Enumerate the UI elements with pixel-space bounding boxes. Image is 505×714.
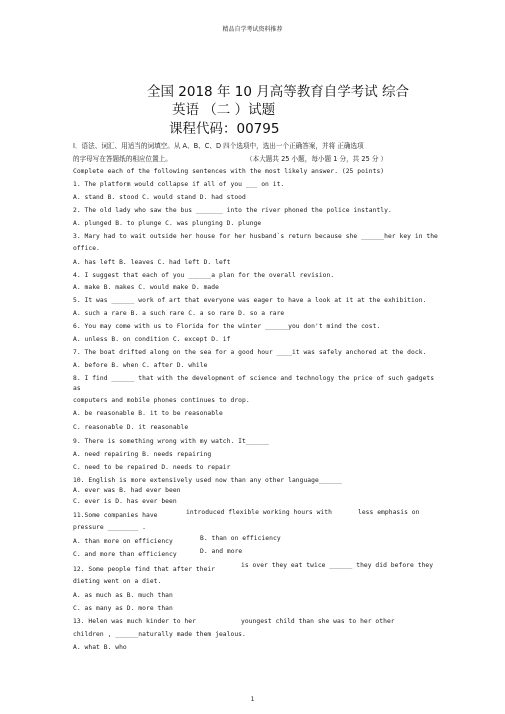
options-8-row-1: A. be reasonable B. it to be reasonable [73, 410, 223, 417]
options-3: A. has left B. leaves C. had left D. left [73, 259, 231, 266]
question-10: 10. English is more extensively used now than any other language______ [73, 477, 342, 484]
options-1: A. stand B. stood C. would stand D. had stood [73, 194, 246, 201]
options-8-row-2: C. reasonable D. it reasonable [73, 424, 189, 431]
page-number: 1 [250, 696, 255, 703]
exam-title-line-2: 英语 （二 ）试题 [172, 102, 276, 118]
option-11-b: B. than on efficiency [200, 535, 281, 542]
question-3-continued: office. [73, 245, 100, 252]
question-2: 2. The old lady who saw the bus _______ into the river phoned the police instantly. [73, 207, 392, 214]
question-13-part-2: youngest child than she was to her other [241, 618, 395, 625]
option-11-c: C. and more than efficiency [73, 551, 177, 558]
instructions-line-1: Ⅰ．语法、词汇、用适当的词填空。从 A、B、C、D 四个选项中，选出一个正确答案，并将 正确选项 [73, 142, 364, 150]
options-6: A. unless B. on condition C. except D. if [73, 336, 231, 343]
options-10-row-1: A. ever was B. had ever been [73, 487, 181, 494]
question-8-continued: as [73, 385, 81, 392]
question-11-continued: pressure ________ . [73, 524, 146, 531]
question-12: 12. Some people find that after their [73, 566, 216, 573]
options-13-row-1: A. what B. who [73, 644, 127, 651]
option-11-a: A. than more on efficiency [73, 538, 173, 545]
options-4: A. make B. makes C. would make D. made [73, 284, 219, 291]
question-8-continued-2: computers and mobile phones continues to drop. [73, 397, 250, 404]
question-13: 13. Helen was much kinder to her [73, 618, 196, 625]
question-11: 11.Some companies have [73, 512, 158, 519]
question-7: 7. The boat drifted along on the sea for a good hour ____it was safely anchored at the dock. [73, 349, 427, 356]
exam-title-line-1: 全国 2018 年 10 月高等教育自学考试 综合 [147, 84, 409, 100]
question-13-continued: children , ______naturally made them jealous. [73, 631, 246, 638]
question-5: 5. It was ______ work of art that everyone was eager to have a look at it at the exhibition. [73, 297, 427, 304]
question-1: 1. The platform would collapse if all of you ___ on it. [73, 181, 285, 188]
question-12-part-2: is over they eat twice ______ they did before they [241, 562, 434, 569]
options-12-row-2: C. as many as D. more than [73, 605, 173, 612]
options-9-row-2: C. need to be repaired D. needs to repair [73, 464, 231, 471]
options-2: A. plunged B. to plunge C. was plunging D. plunge [73, 220, 262, 227]
question-12-continued: dieting went on a diet. [73, 578, 162, 585]
options-9-row-1: A. need repairing B. needs repairing [73, 451, 212, 458]
options-5: A. such a rare B. a such rare C. a so rare D. so a rare [73, 310, 285, 317]
options-12-row-1: A. as much as B. much than [73, 592, 173, 599]
question-3: 3. Mary had to wait outside her house for her husband`s return because she ______her key in the [73, 233, 438, 240]
instructions-line-2: 的字母写在答题纸的相应位置上。 [73, 155, 172, 163]
instructions-points: （本大题共 25 小题，每小题 1 分，共 25 分 ） [246, 155, 388, 163]
option-11-d: D. and more [200, 548, 243, 555]
directions-line: Complete each of the following sentences with the most likely answer. (25 points) [73, 168, 385, 175]
question-8: 8. I find ______ that with the development of science and technology the price of such gadgets [73, 375, 435, 382]
question-11-part-3: less emphasis on [358, 509, 420, 516]
question-4: 4. I suggest that each of you ______a plan for the overall revision. [73, 272, 335, 279]
question-9: 9. There is something wrong with my watch. It______ [73, 438, 269, 445]
header-note: 精品自学考试资料推荐 [222, 26, 283, 33]
options-7: A. before B. when C. after D. while [73, 362, 208, 369]
options-10-row-2: C. ever is D. has ever been [73, 498, 177, 505]
question-11-part-2: introduced flexible working hours with [186, 509, 332, 516]
course-code: 课程代码：00795 [169, 121, 280, 137]
question-6: 6. You may come with us to Florida for the winter ______you don't mind the cost. [73, 323, 381, 330]
